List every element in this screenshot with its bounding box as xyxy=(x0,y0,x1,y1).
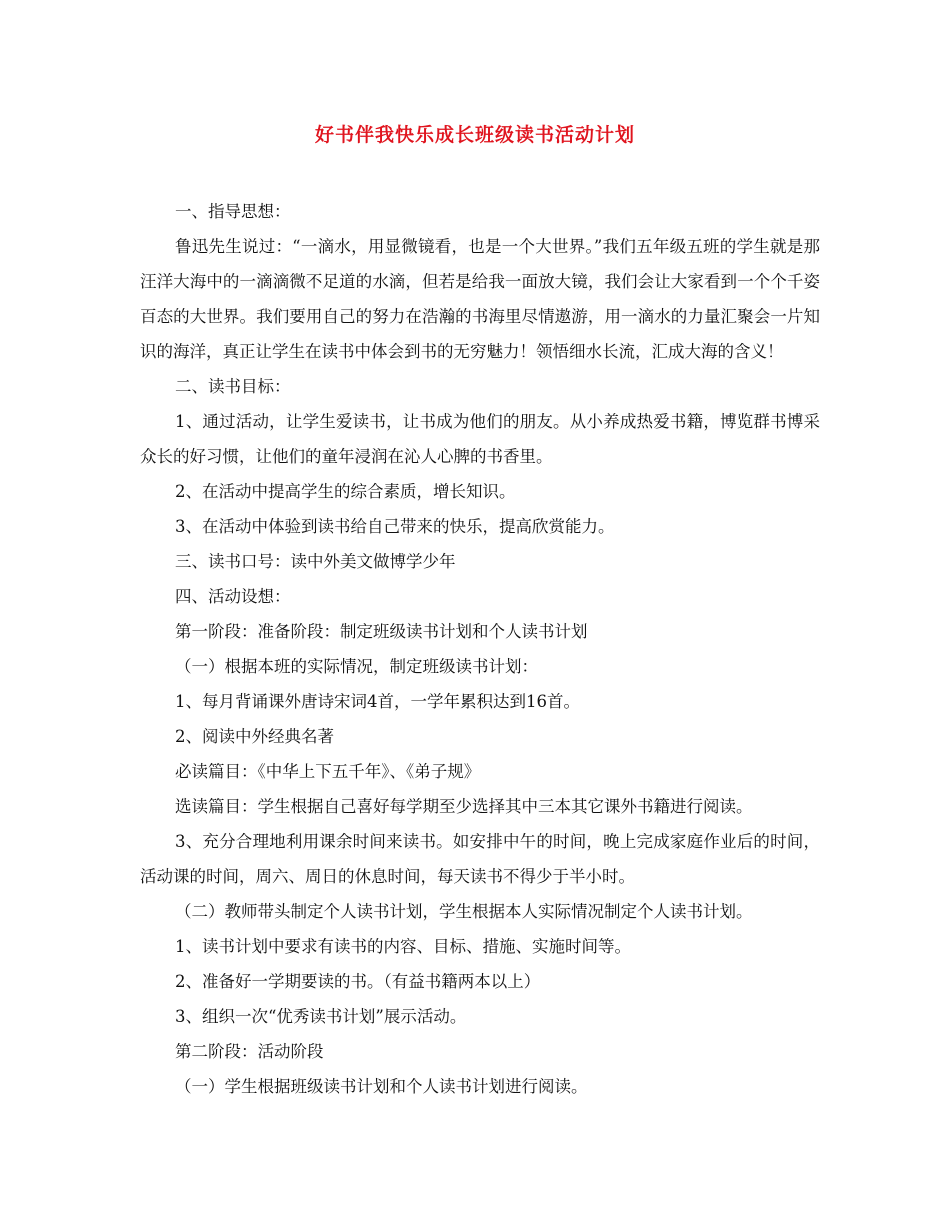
heading-reading-goals: 二、读书目标： xyxy=(175,377,291,396)
class-plan-heading: （一）根据本班的实际情况，制定班级读书计划： xyxy=(175,657,538,676)
class-plan-item-1: 1、每月背诵课外唐诗宋词4首，一学年累积达到16首。 xyxy=(175,692,580,711)
stage-two-heading: 第二阶段：活动阶段 xyxy=(175,1042,324,1061)
heading-activity-plan: 四、活动设想： xyxy=(175,587,291,606)
heading-reading-slogan: 三、读书口号：读中外美文做博学少年 xyxy=(175,552,456,571)
goal-item-1: 1、通过活动，让学生爱读书，让书成为他们的朋友。从小养成热爱书籍，博览群书博采众长的好习惯，让他们的童年浸润在沁人心脾的书香里。 xyxy=(140,412,820,466)
personal-plan-heading: （二）教师带头制定个人读书计划，学生根据本人实际情况制定个人读书计划。 xyxy=(175,902,753,921)
required-reading: 必读篇目：《中华上下五千年》、《弟子规》 xyxy=(175,762,481,781)
optional-reading: 选读篇目：学生根据自己喜好每学期至少选择其中三本其它课外书籍进行阅读。 xyxy=(175,797,753,816)
goal-item-2: 2、在活动中提高学生的综合素质，增长知识。 xyxy=(175,482,516,501)
personal-plan-item-3: 3、组织一次“优秀读书计划”展示活动。 xyxy=(175,1007,467,1026)
stage-one-heading: 第一阶段：准备阶段：制定班级读书计划和个人读书计划 xyxy=(175,622,588,641)
paragraph-luxun-quote: 鲁迅先生说过：“一滴水，用显微镜看，也是一个大世界。”我们五年级五班的学生就是那汪洋大海中的一滴滴微不足道的水滴，但若是给我一面放大镜，我们会让大家看到一个个千姿百态的大世界。我们要用自己的努力在浩瀚的书海里尽情遨游，用一滴水的力量汇聚会一片知识的海洋，真正让学生在读书中体会到书的无穷魅力！领悟细水长流，汇成大海的含义！ xyxy=(140,237,820,361)
heading-guiding-thought: 一、指导思想： xyxy=(175,202,291,221)
class-plan-item-2: 2、阅读中外经典名著 xyxy=(175,727,334,746)
goal-item-3: 3、在活动中体验到读书给自己带来的快乐，提高欣赏能力。 xyxy=(175,517,615,536)
class-plan-item-3: 3、充分合理地利用课余时间来读书。如安排中午的时间，晚上完成家庭作业后的时间，活动课的时间，周六、周日的休息时间，每天读书不得少于半小时。 xyxy=(140,832,820,886)
document-body xyxy=(140,194,820,1104)
personal-plan-item-1: 1、读书计划中要求有读书的内容、目标、措施、实施时间等。 xyxy=(175,937,631,956)
stage-two-item-1: （一）学生根据班级读书计划和个人读书计划进行阅读。 xyxy=(175,1077,588,1096)
personal-plan-item-2: 2、准备好一学期要读的书。（有益书籍两本以上） xyxy=(175,972,541,991)
document-title: 好书伴我快乐成长班级读书活动计划 xyxy=(314,124,635,146)
